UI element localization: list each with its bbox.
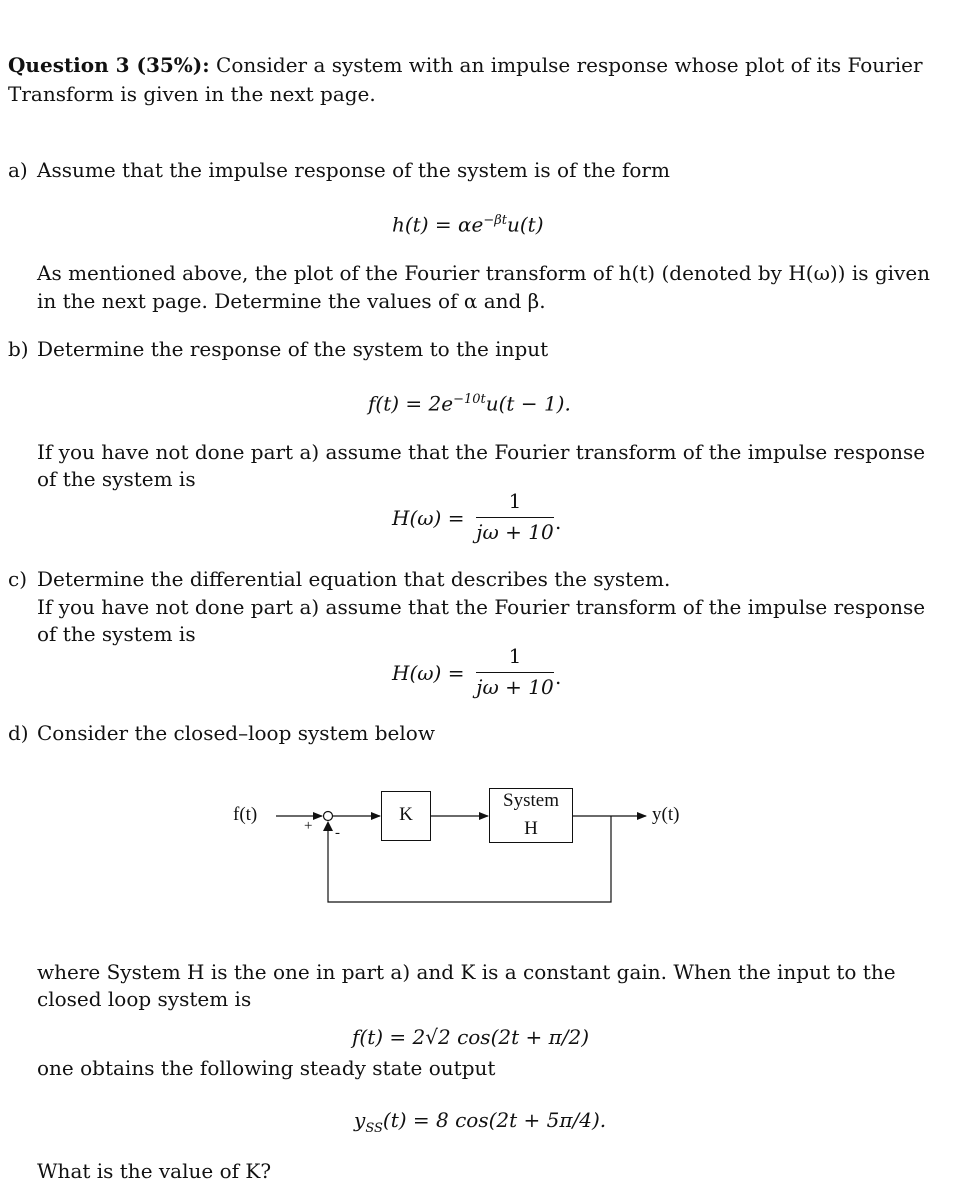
part-c-text1: If you have not done part a) assume that the Fourier transform of the impulse response: [37, 595, 926, 619]
part-c-H-numerator: 1: [508, 644, 522, 668]
part-b-H-lhs: H(ω) =: [392, 506, 465, 530]
part-a-text1: As mentioned above, the plot of the Fourier transform of h(t) (denoted by H(ω)) is given: [37, 261, 931, 285]
part-d-line1: Consider the closed–loop system below: [37, 721, 435, 745]
part-d-output-equation: $y_{SS}(t) = 8$ cos(2t + 5π/4).: [354, 1108, 607, 1136]
question-intro-line2: Transform is given in the next page.: [8, 82, 376, 106]
part-d-text3: one obtains the following steady state output: [37, 1056, 496, 1080]
minus-sign: -: [335, 825, 340, 841]
part-b-text2: of the system is: [37, 467, 196, 491]
part-c-H-end: .: [555, 665, 562, 689]
system-label-line2: H: [524, 818, 538, 839]
input-label: f(t): [233, 804, 258, 825]
summing-junction: [324, 812, 333, 821]
output-label: y(t): [652, 804, 680, 825]
part-b-H-denominator: jω + 10: [476, 520, 554, 544]
part-a-equation: $h(t) = \alpha e^{-\beta t}u(t)$: [392, 212, 544, 237]
part-a-text2: in the next page. Determine the values of α and β.: [37, 289, 546, 313]
part-d-question: What is the value of K?: [37, 1159, 272, 1183]
part-c-H-lhs: H(ω) =: [392, 661, 465, 685]
part-c-text2: of the system is: [37, 622, 196, 646]
part-c-H-denominator: jω + 10: [476, 675, 554, 699]
part-d-marker: d): [8, 721, 29, 745]
plus-sign: +: [304, 818, 313, 834]
gain-label: K: [399, 804, 413, 825]
part-b-marker: b): [8, 337, 29, 361]
part-d-text2: closed loop system is: [37, 987, 252, 1011]
part-d-input-equation: f(t) = 2√2 cos(2t + π/2): [352, 1025, 590, 1049]
part-b-equation: $f(t) = 2e^{-10t}u(t - 1)$.: [368, 391, 571, 416]
part-b-H-numerator: 1: [508, 489, 522, 513]
feedback-arrowhead: [323, 821, 333, 831]
part-a-marker: a): [8, 158, 28, 182]
part-a-line1: Assume that the impulse response of the system is of the form: [37, 158, 670, 182]
part-b-text1: If you have not done part a) assume that the Fourier transform of the impulse response: [37, 440, 926, 464]
part-d-text1: where System H is the one in part a) and K is a constant gain. When the input to the: [37, 960, 896, 984]
part-c-line1: Determine the differential equation that describes the system.: [37, 567, 671, 591]
part-b-H-end: .: [555, 510, 562, 534]
part-c-marker: c): [8, 567, 28, 591]
question-intro-line1: Consider a system with an impulse response whose plot of its Fourier: [216, 53, 923, 77]
part-b-line1: Determine the response of the system to the input: [37, 337, 549, 361]
system-label-line1: System: [503, 790, 559, 811]
question-heading: Question 3 (35%):: [8, 53, 210, 77]
